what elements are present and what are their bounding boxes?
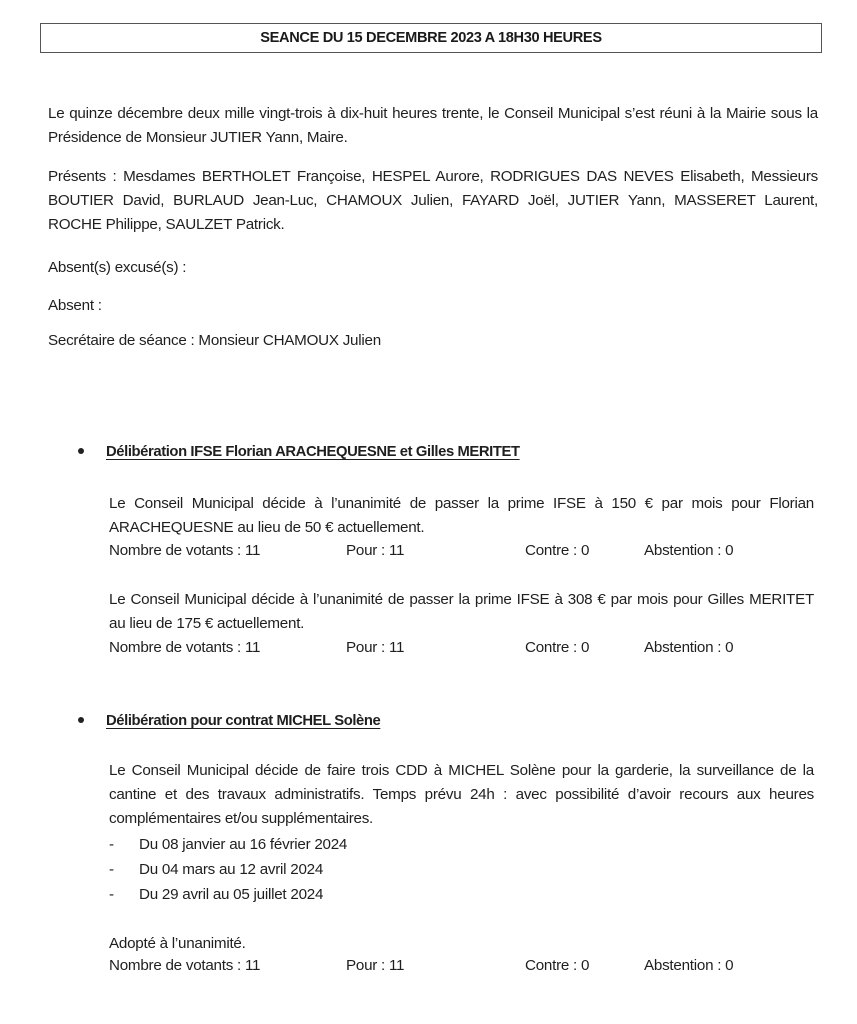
contre-count: Contre : 0 [525,639,590,656]
session-title-box [40,23,822,53]
period-text: Du 29 avril au 05 juillet 2024 [139,886,324,903]
decision-paragraph: Le Conseil Municipal décide de faire trois CDD à MICHEL Solène pour la garderie, la surveillance de la cantine et des travaux administratifs. Temps prévu 24h : avec possibilité d’avoir recours aux heures complémentaires et/ou supplémentaires. [109,762,814,827]
contre-count: Contre : 0 [525,542,590,559]
vote-results [109,955,819,977]
dash-marker: - [109,836,114,853]
period-item [109,884,323,906]
deliberation-heading [78,444,520,460]
abstention-count: Abstention : 0 [644,639,734,656]
pour-count: Pour : 11 [346,542,405,559]
period-item [109,834,347,856]
adopted-line: Adopté à l’unanimité. [109,935,246,952]
presents-paragraph: Présents : Mesdames BERTHOLET Françoise, HESPEL Aurore, RODRIGUES DAS NEVES Elisabeth, Messieurs BOUTIER David, BURLAUD Jean-Luc, CHAMOUX Julien, FAYARD Joël, JUTIER Yann, MASSERET Laurent, ROCHE Philippe, SAULZET Patrick. [48,168,818,233]
votants-count: Nombre de votants : 11 [109,542,261,559]
bullet-icon [78,448,84,454]
pour-count: Pour : 11 [346,639,405,656]
vote-results [109,540,819,562]
abstention-count: Abstention : 0 [644,957,734,974]
intro-paragraph: Le quinze décembre deux mille vingt-trois à dix-huit heures trente, le Conseil Municipal s’est réuni à la Mairie sous la Présidence de Monsieur JUTIER Yann, Maire. [48,105,818,146]
votants-count: Nombre de votants : 11 [109,957,261,974]
period-text: Du 08 janvier au 16 février 2024 [139,836,348,853]
abstention-count: Abstention : 0 [644,542,734,559]
deliberation-title: Délibération pour contrat MICHEL Solène [106,713,381,729]
session-title: SEANCE DU 15 DECEMBRE 2023 A 18H30 HEURES [260,30,602,46]
absent-line: Absent : [48,297,102,314]
decision-paragraph: Le Conseil Municipal décide à l’unanimité de passer la prime IFSE à 150 € par mois pour Florian ARACHEQUESNE au lieu de 50 € actuellement. [109,495,814,536]
period-text: Du 04 mars au 12 avril 2024 [139,861,324,878]
decision-paragraph: Le Conseil Municipal décide à l’unanimité de passer la prime IFSE à 308 € par mois pour Gilles MERITET au lieu de 175 € actuellement. [109,591,814,632]
deliberation-title: Délibération IFSE Florian ARACHEQUESNE et Gilles MERITET [106,444,520,460]
vote-results [109,637,819,659]
dash-marker: - [109,861,114,878]
pour-count: Pour : 11 [346,957,405,974]
deliberation-heading [78,713,380,729]
dash-marker: - [109,886,114,903]
bullet-icon [78,717,84,723]
absents-excuses-line: Absent(s) excusé(s) : [48,259,187,276]
votants-count: Nombre de votants : 11 [109,639,261,656]
secretaire-line: Secrétaire de séance : Monsieur CHAMOUX Julien [48,332,381,349]
contre-count: Contre : 0 [525,957,590,974]
period-item [109,859,323,881]
